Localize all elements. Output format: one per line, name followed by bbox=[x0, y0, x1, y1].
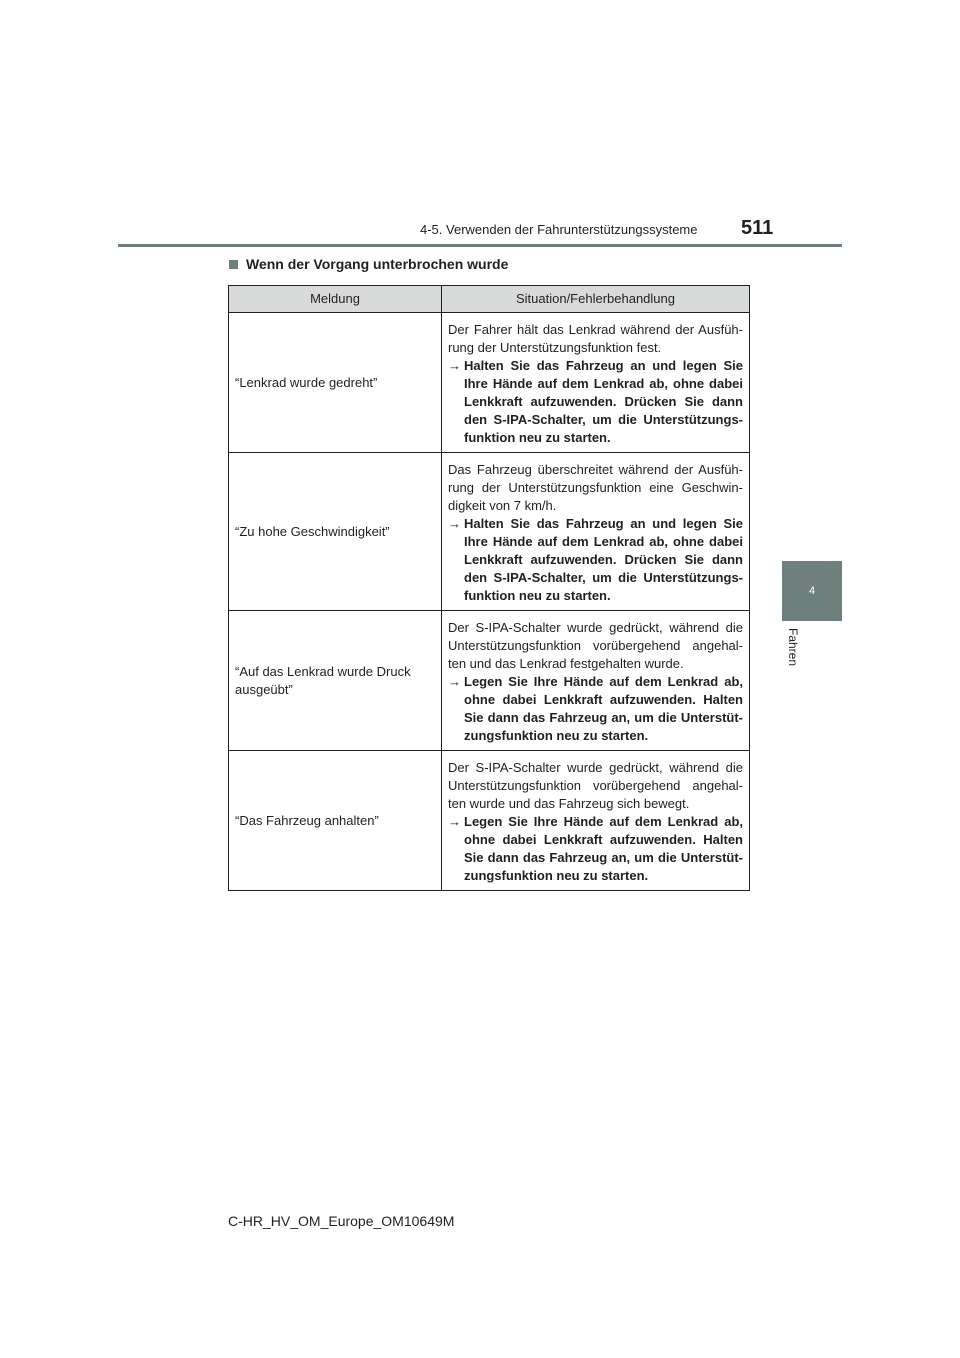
remedy bbox=[448, 813, 743, 885]
message-cell: “Zu hohe Geschwindigkeit” bbox=[229, 453, 442, 611]
situation-text: Der Fahrer hält das Lenkrad während der Ausfüh-rung der Unterstützungsfunktion fest. bbox=[448, 322, 743, 355]
section-heading-text: Wenn der Vorgang unterbrochen wurde bbox=[246, 256, 509, 272]
header-rule bbox=[118, 244, 842, 247]
message-cell: “Lenkrad wurde gedreht” bbox=[229, 313, 442, 453]
remedy bbox=[448, 515, 743, 605]
footer-document-id: C-HR_HV_OM_Europe_OM10649M bbox=[228, 1213, 455, 1229]
situation-cell bbox=[442, 313, 750, 453]
situation-cell bbox=[442, 611, 750, 751]
situation-text: Das Fahrzeug überschreitet während der Ausfüh-rung der Unterstützungsfunktion eine Geschwin-digkeit von 7 km/h. bbox=[448, 462, 743, 513]
message-cell: “Auf das Lenkrad wurde Druck ausgeübt” bbox=[229, 611, 442, 751]
arrow-right-icon: → bbox=[448, 358, 461, 373]
table-row bbox=[229, 453, 750, 611]
section-heading bbox=[229, 256, 508, 272]
situation-cell bbox=[442, 453, 750, 611]
square-bullet-icon bbox=[229, 260, 238, 269]
section-header: 4-5. Verwenden der Fahrunterstützungssysteme bbox=[420, 222, 698, 237]
chapter-tab: 4 bbox=[782, 561, 842, 621]
table-header-row bbox=[229, 286, 750, 313]
remedy-text: Legen Sie Ihre Hände auf dem Lenkrad ab, ohne dabei Lenkkraft aufzuwenden. Halten Sie dann das Fahrzeug an, um die Unterstüt-zungsfunktion neu zu starten. bbox=[464, 814, 743, 883]
message-cell: “Das Fahrzeug anhalten” bbox=[229, 751, 442, 891]
remedy-text: Halten Sie das Fahrzeug an und legen Sie Ihre Hände auf dem Lenkrad ab, ohne dabei Lenkkraft aufzuwenden. Drücken Sie dann den S-IPA-Schalter, um die Unterstützungs-funktion neu zu starten. bbox=[464, 358, 743, 445]
message-table bbox=[228, 285, 750, 891]
table-row bbox=[229, 751, 750, 891]
remedy-text: Halten Sie das Fahrzeug an und legen Sie Ihre Hände auf dem Lenkrad ab, ohne dabei Lenkkraft aufzuwenden. Drücken Sie dann den S-IPA-Schalter, um die Unterstützungs-funktion neu zu starten. bbox=[464, 516, 743, 603]
column-header-message: Meldung bbox=[229, 286, 442, 313]
column-header-situation: Situation/Fehlerbehandlung bbox=[442, 286, 750, 313]
arrow-right-icon: → bbox=[448, 814, 461, 829]
arrow-right-icon: → bbox=[448, 516, 461, 531]
situation-text: Der S-IPA-Schalter wurde gedrückt, während die Unterstützungsfunktion vorübergehend angehal-ten und das Lenkrad festgehalten wurde. bbox=[448, 620, 743, 671]
situation-cell bbox=[442, 751, 750, 891]
remedy bbox=[448, 673, 743, 745]
remedy-text: Legen Sie Ihre Hände auf dem Lenkrad ab, ohne dabei Lenkkraft aufzuwenden. Halten Sie dann das Fahrzeug an, um die Unterstüt-zungsfunktion neu zu starten. bbox=[464, 674, 743, 743]
remedy bbox=[448, 357, 743, 447]
chapter-label: Fahren bbox=[786, 628, 800, 667]
arrow-right-icon: → bbox=[448, 674, 461, 689]
table-row bbox=[229, 313, 750, 453]
situation-text: Der S-IPA-Schalter wurde gedrückt, während die Unterstützungsfunktion vorübergehend angehal-ten wurde und das Fahrzeug sich bewegt. bbox=[448, 760, 743, 811]
table-row bbox=[229, 611, 750, 751]
page-number: 511 bbox=[741, 217, 774, 239]
